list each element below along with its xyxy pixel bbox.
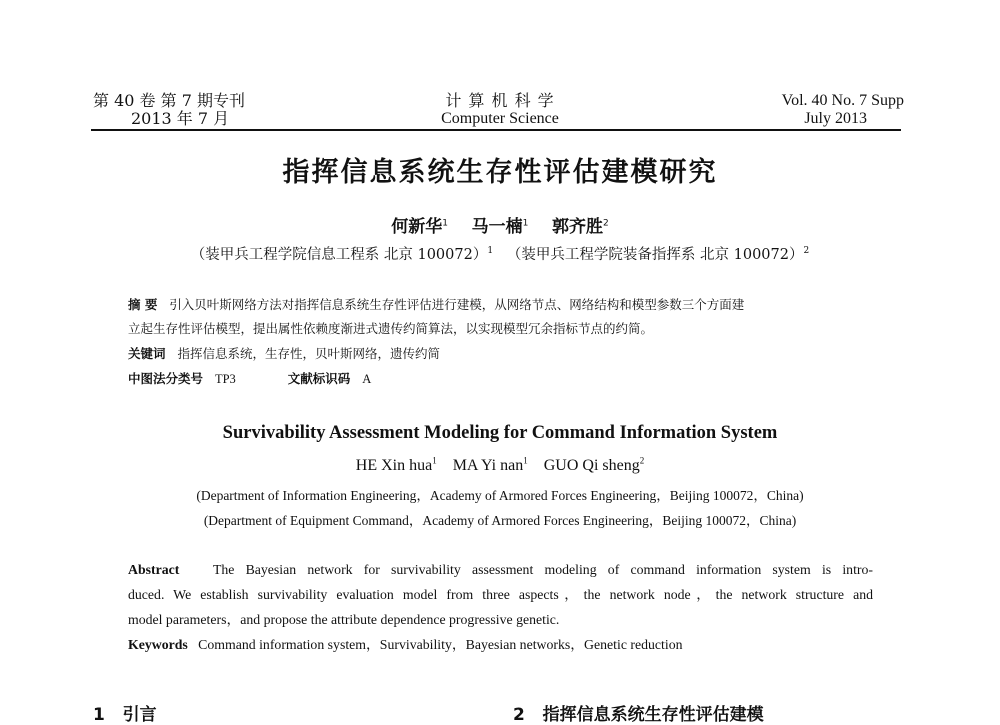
affiliation-en: (Department of Information Engineering，Academy of Armored Forces Engineering，Beijing 100072，China): [196, 488, 804, 503]
abstract-cn-text: 立起生存性评估模型，提出属性依赖度渐进式遗传约简算法，以实现模型冗余指标节点的约简。: [128, 321, 654, 336]
author-en: MA Yi nan$^1$: [452, 456, 528, 475]
section-heading-2: 2 指挥信息系统生存性评估建模: [513, 705, 764, 725]
doc-code-value: A: [362, 372, 372, 386]
journal-volume-en: Vol. 40 No. 7 Supp: [781, 92, 904, 109]
affiliation-cn: （装甲兵工程学院信息工程系 北京 100072）$^1$: [190, 246, 494, 263]
abstract-cn-text: 引入贝叶斯网络方法对指挥信息系统生存性评估进行建模，从网络节点、网络结构和模型参数三个方面建: [169, 297, 745, 312]
journal-date-en: July 2013: [804, 110, 867, 127]
abstract-cn: [128, 293, 888, 341]
keywords-cn-text: 指挥信息系统，生存性，贝叶斯网络，遗传约简: [177, 346, 440, 361]
abstract-en: [128, 557, 873, 632]
author-cn: 何新华$^1$: [391, 217, 448, 237]
affiliations-cn: [0, 243, 1000, 264]
section-heading-1: 1 引言: [93, 705, 157, 725]
journal-date-cn: 2013 年 7 月: [131, 109, 230, 128]
keywords-cn-label: 关键词: [128, 346, 166, 361]
author-en: GUO Qi sheng$^2$: [543, 456, 645, 475]
header-rule: [91, 129, 901, 131]
keywords-en-text: Command information system，Survivability，Bayesian networks，Genetic reduction: [198, 637, 683, 652]
keywords-en-label: Keywords: [128, 637, 188, 652]
authors-cn: [0, 212, 1000, 237]
abstract-en-text: model parameters，and propose the attribute dependence progressive genetic.: [128, 612, 560, 627]
authors-en: [0, 456, 1000, 475]
affiliation-en: (Department of Equipment Command，Academy of Armored Forces Engineering，Beijing 100072，China): [203, 513, 797, 528]
clc-label: 中图法分类号: [128, 371, 204, 386]
journal-issue-cn: 第 40 卷 第 7 期专刊: [93, 91, 245, 110]
classification: [128, 367, 888, 391]
journal-name-cn: 计 算 机 科 学: [445, 91, 555, 110]
author-cn: 郭齐胜$^2$: [552, 217, 609, 237]
keywords-en: [128, 632, 873, 657]
paper-title-en: Survivability Assessment Modeling for Command Information System: [222, 423, 778, 443]
abstract-en-text: duced. We establish survivability evaluation model from three aspects，the network node，the network structure and: [128, 587, 873, 602]
doc-code-label: 文献标识码: [287, 371, 351, 386]
abstract-cn-label: 摘 要: [128, 297, 158, 312]
affiliation-cn: （装甲兵工程学院装备指挥系 北京 100072）$^2$: [506, 246, 810, 263]
paper-title-cn: 指挥信息系统生存性评估建模研究: [282, 157, 718, 188]
author-en: HE Xin hua$^1$: [355, 456, 437, 475]
journal-name-en: Computer Science: [441, 110, 559, 127]
abstract-en-label: Abstract: [128, 562, 180, 577]
keywords-cn: [128, 342, 888, 366]
abstract-en-text: The Bayesian network for survivability assessment modeling of command information system is intro-: [212, 562, 873, 577]
author-cn: 马一楠$^1$: [471, 217, 529, 237]
clc-value: TP3: [214, 372, 236, 386]
